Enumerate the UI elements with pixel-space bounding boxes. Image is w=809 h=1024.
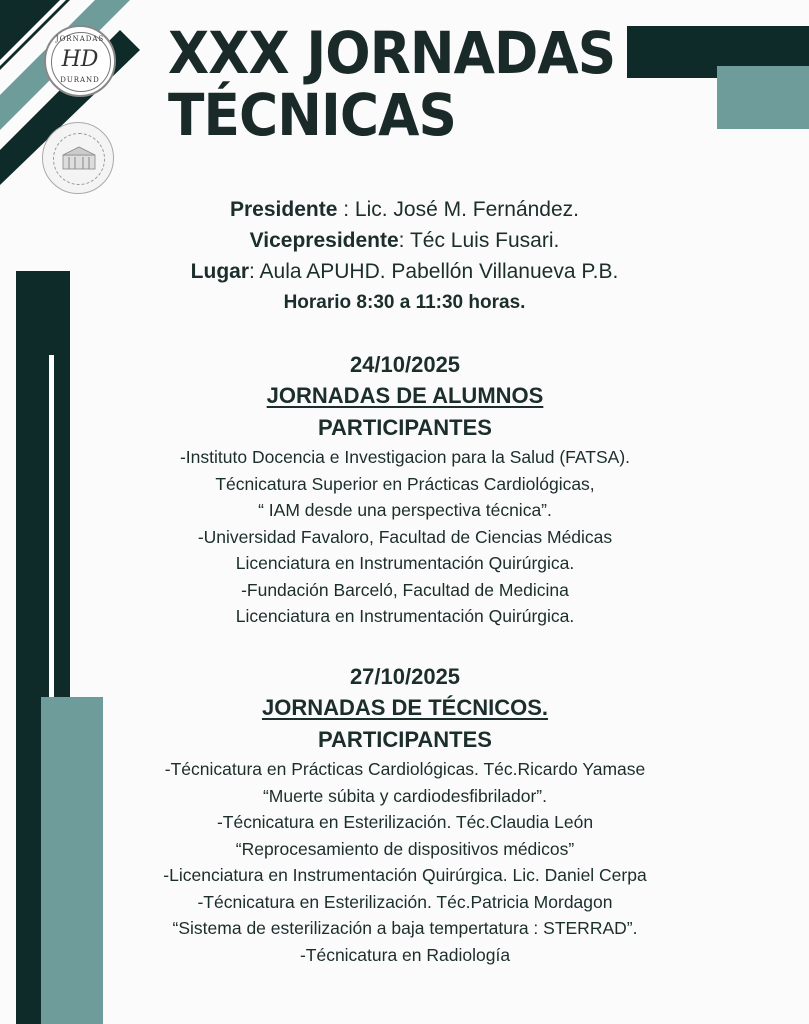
participants-label: PARTICIPANTES: [318, 415, 492, 440]
section-title: JORNADAS DE ALUMNOS: [266, 383, 544, 408]
participants-list: [100, 444, 710, 630]
left-teal-bar: [41, 697, 103, 1024]
vice-value: : Téc Luis Fusari.: [398, 229, 560, 252]
list-item: -Licenciatura en Instrumentación Quirúrgica. Lic. Daniel Cerpa: [163, 865, 647, 885]
students-section: [100, 350, 710, 630]
president-label: Presidente: [230, 198, 338, 221]
technicians-section: [100, 662, 710, 968]
association-seal-icon: [42, 122, 114, 194]
place-label: Lugar: [190, 260, 250, 283]
vice-label: Vicepresidente: [249, 229, 399, 252]
president-row: [0, 194, 809, 225]
place-value: : Aula APUHD. Pabellón Villanueva P.B.: [249, 260, 619, 283]
vice-row: [0, 225, 809, 256]
list-item: “Muerte súbita y cardiodesfibrilador”.: [262, 785, 547, 806]
section-date: 27/10/2025: [349, 664, 461, 689]
list-item: -Técnicatura en Esterilización. Téc.Patricia Mordagon: [197, 891, 613, 912]
page-title: [168, 19, 616, 149]
section-date: 24/10/2025: [349, 352, 461, 377]
list-item: -Fundación Barceló, Facultad de Medicina: [241, 579, 569, 600]
title-line-1: XXX JORNADAS: [168, 19, 616, 87]
schedule: Horario 8:30 a 11:30 horas.: [283, 292, 526, 313]
jornadas-durand-logo: [44, 25, 116, 97]
logo-monogram: HD: [61, 47, 99, 72]
participants-label: PARTICIPANTES: [318, 727, 492, 752]
list-item: -Universidad Favaloro, Facultad de Ciencias Médicas: [197, 526, 613, 547]
list-item: “ IAM desde una perspectiva técnica”.: [258, 500, 552, 520]
list-item: “Sistema de esterilización a baja tempertatura : STERRAD”.: [172, 918, 638, 938]
list-item: Licenciatura en Instrumentación Quirúrgica.: [235, 553, 575, 573]
logo-text-top: JORNADAS: [55, 35, 105, 43]
top-right-teal-block: [717, 66, 809, 129]
place-row: [0, 256, 809, 287]
list-item: -Técnicatura en Radiología: [299, 944, 511, 965]
participants-list: [100, 756, 710, 968]
list-item: Licenciatura en Instrumentación Quirúrgica.: [235, 606, 575, 626]
section-title: JORNADAS DE TÉCNICOS.: [261, 695, 549, 720]
list-item: Técnicatura Superior en Prácticas Cardiológicas,: [215, 473, 595, 494]
list-item: -Técnicatura en Prácticas Cardiológicas. Téc.Ricardo Yamase: [164, 759, 646, 779]
list-item: -Técnicatura en Esterilización. Téc.Claudia León: [216, 812, 594, 832]
list-item: “Reprocesamiento de dispositivos médicos”: [235, 838, 575, 859]
title-line-2: TÉCNICAS: [168, 81, 457, 149]
logo-text-bottom: DURAND: [60, 76, 100, 84]
president-value: : Lic. José M. Fernández.: [337, 198, 579, 221]
list-item: -Instituto Docencia e Investigacion para la Salud (FATSA).: [179, 447, 631, 467]
event-info: [0, 194, 809, 318]
